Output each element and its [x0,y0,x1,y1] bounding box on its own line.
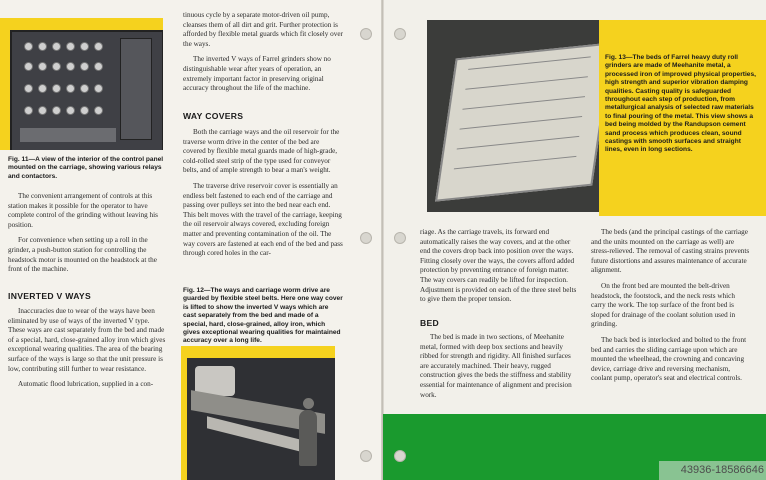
binder-hole [394,450,406,462]
paragraph: The traverse drive reservoir cover is essentially an endless belt fastened to each end of the carriage and passing over pulleys set into the bed near each end. This belt moves with the travel of the carriage, keeping the oil reservoir always covered, excluding foreign matter and preventing contamination of the oil. The way covers are fastened at each end of the bed and pass through cored holes in the car- [183,181,343,258]
paragraph: For convenience when setting up a roll in the grinder, a push-button station for controlling the headstock motor is mounted on the headstock at the front of the machine. [8,236,157,274]
fig12-caption: Fig. 12—The ways and carriage worm drive are guarded by flexible steel belts. Here one way cover is lifted to show the inverted V ways which are cast separately from the bed and made of a special, hard, close-grained, alloy iron, which gives exceptional wearing qualities for maintained accuracy over a long life. [183,287,343,345]
grinder-machine-image [187,358,335,480]
right-column-1-text-b [420,333,580,406]
paragraph: The convenient arrangement of controls at this station makes it possible for the operator to have complete control of the grinding without leaving his position. [8,192,158,229]
control-panel-photo [0,18,163,150]
way-covers-heading: WAY COVERS [183,111,244,121]
left-column-text-b [8,307,168,396]
grinder-photo [181,346,335,480]
binder-hole [394,232,406,244]
paragraph: Both the carriage ways and the oil reservoir for the traverse worm drive in the center of the bed are covered by flexible metal guards made of high-grade, cold-rolled steel strip of the type used for conveyor belts, and of ample strength to bear a man's weight. [183,128,340,175]
paragraph: The bed is made in two sections, of Meehanite metal, formed with deep box sections and heavily ribbed for strength and rigidity. All finished surfaces are accurately machined. Their heavy, rugged construction gives the beds the stiffness and stability essential for maintenance of alignment and precision work. [420,333,572,399]
paragraph: The beds (and the principal castings of the carriage and the units mounted on the carriage as well) are stress-relieved. The removal of casting strains prevents future distortions and assures maintenance of accurate alignment. [591,228,750,275]
page-fold [381,0,384,480]
control-cabinet-image [10,30,163,150]
paragraph: riage. As the carriage travels, its forward end automatically raises the way covers, and at the other end the covers drop back into position over the ways. Fitting closely over the ways, the covers afford added protection by preventing entrance of foreign matter. The way covers can readily be lifted for inspection. Adjustment is provided on each of the three steel belts to give them the proper tension. [420,228,577,304]
paragraph: Automatic flood lubrication, supplied in a con- [18,380,154,389]
binder-hole [360,28,372,40]
left-column-text [8,192,168,281]
fig13-caption: Fig. 13—The beds of Farrel heavy duty roll grinders are made of Meehanite metal, a processed iron of improved physical properties, high strength and superior vibration damping qualities. Casting quality is safeguarded throughout each step of production, from metallurgical analysis of selected raw materials to final pouring of the metal. This view shows a bed being molded by the Randupson cement sand process which produces clean, sound castings with smooth surfaces and straight lines, even in long sections. [605,54,756,154]
bed-mold-image [435,42,605,201]
paragraph: On the front bed are mounted the belt-driven headstock, the footstock, and the neck rests which carry the work. The top surface of the front bed is sloped for drainage of the coolant solution used in grinding. [591,281,736,329]
fig13-caption-box [599,20,766,216]
right-column-1-text [420,228,580,311]
bed-casting-photo [427,20,605,212]
bed-heading: BED [420,318,440,328]
middle-column-text-b [183,128,343,265]
binder-hole [360,232,372,244]
binder-hole [360,450,372,462]
paragraph: The back bed is interlocked and bolted to the front bed and carries the sliding carriage upon which are mounted the wheelhead, the crowning and concaving device, carriage drive and reversing mechanism, coolant pump, operator's seat and electrical controls. [591,335,747,383]
right-column-2-text [591,228,751,390]
inverted-v-ways-heading: INVERTED V WAYS [8,291,91,301]
middle-column-text [183,11,343,100]
paragraph: tinuous cycle by a separate motor-driven oil pump, cleanses them of all dirt and grit. Further protection is afforded by flexible metal guards which fit closely over the ways. [183,11,343,48]
watermark-id: 43936-18586646 [659,461,766,480]
fig11-caption: Fig. 11—A view of the interior of the control panel mounted on the carriage, showing various relays and contactors. [8,156,164,180]
paragraph: Inaccuracies due to wear of the ways have been eliminated by use of ways of the inverted V type. These ways are cast separately from the bed and made of a special, hard, close-grained alloy iron which gives exceptional wearing qualities. The area of the bearing surface of the ways is large so that the unit pressure is low, contributing still further to wear resistance. [8,307,166,373]
paragraph: The inverted V ways of Farrel grinders show no distinguishable wear after years of operation, an extremely important factor in preserving original accuracy throughout the life of the machine. [183,55,331,93]
binder-hole [394,28,406,40]
